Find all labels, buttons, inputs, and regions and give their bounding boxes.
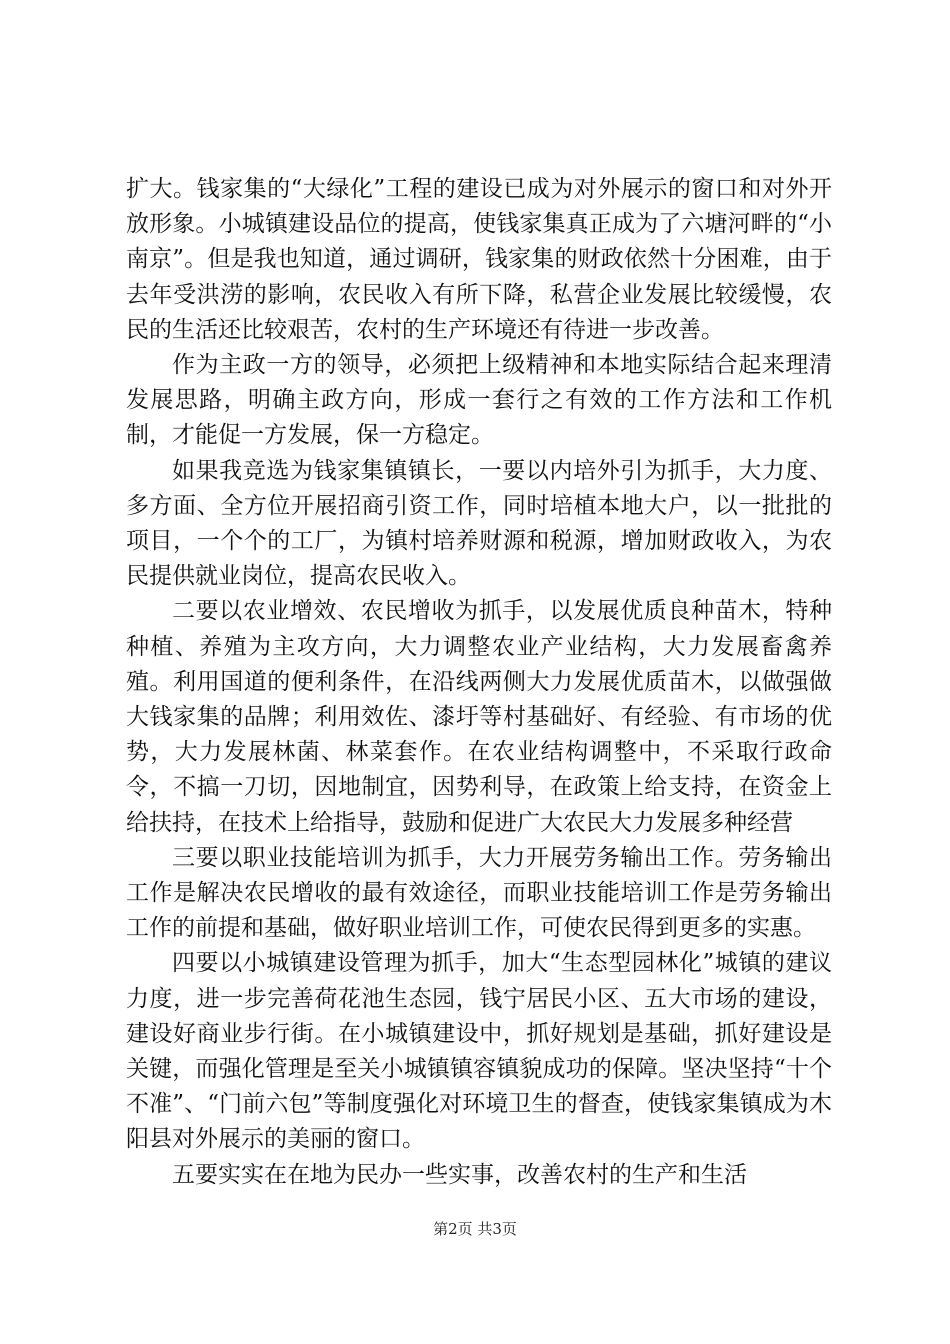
paragraph-5: 三要以职业技能培训为抓手，大力开展劳务输出工作。劳务输出工作是解决农民增收的最有效途径，而职业技能培训工作是劳务输出工作的前提和基础，做好职业培训工作，可使农民得到更多的实惠。 (126, 844, 832, 942)
paragraph-4: 二要以农业增效、农民增收为抓手，以发展优质良种苗木，特种种植、养殖为主攻方向，大力调整农业产业结构，大力发展畜禽养殖。利用国道的便利条件，在沿线两侧大力发展优质苗木，以做强做大钱家集的品牌；利用效佐、漆圩等村基础好、有经验、有市场的优势，大力发展林菌、林菜套作。在农业结构调整中，不采取行政命令，不搞一刀切，因地制宜，因势利导，在政策上给支持，在资金上给扶持，在技术上给指导，鼓励和促进广大农民大力发展多种经营 (126, 598, 832, 836)
paragraph-3: 如果我竞选为钱家集镇镇长，一要以内培外引为抓手，大力度、多方面、全方位开展招商引资工作，同时培植本地大户，以一批批的项目，一个个的工厂，为镇村培养财源和税源，增加财政收入，为农民提供就业岗位，提高农民收入。 (126, 457, 832, 590)
body-text (126, 172, 832, 1193)
page-footer: 第2页 共3页 (433, 1220, 517, 1238)
paragraph-7: 五要实实在在地为民办一些实事，改善农村的生产和生活 (172, 1161, 747, 1188)
paragraph-2: 作为主政一方的领导，必须把上级精神和本地实际结合起来理清发展思路，明确主政方向，形成一套行之有效的工作方法和工作机制，才能促一方发展，保一方稳定。 (126, 352, 832, 449)
paragraph-1: 扩大。钱家集的“大绿化”工程的建设已成为对外展示的窗口和对外开放形象。小城镇建设品位的提高，使钱家集真正成为了六塘河畔的“小南京”。但是我也知道，通过调研，钱家集的财政依然十分困难，由于去年受洪涝的影响，农民收入有所下降，私营企业发展比较缓慢，农民的生活还比较艰苦，农村的生产环境还有待进一步改善。 (126, 176, 832, 343)
paragraph-6: 四要以小城镇建设管理为抓手，加大“生态型园林化”城镇的建议力度，进一步完善荷花池生态园，钱宁居民小区、五大市场的建设，建设好商业步行街。在小城镇建设中，抓好规划是基础，抓好建设是关键，而强化管理是至关小城镇镇容镇貌成功的保障。坚决坚持“十个不准”、“门前六包”等制度强化对环境卫生的督查，使钱家集镇成为木阳县对外展示的美丽的窗口。 (126, 950, 832, 1153)
